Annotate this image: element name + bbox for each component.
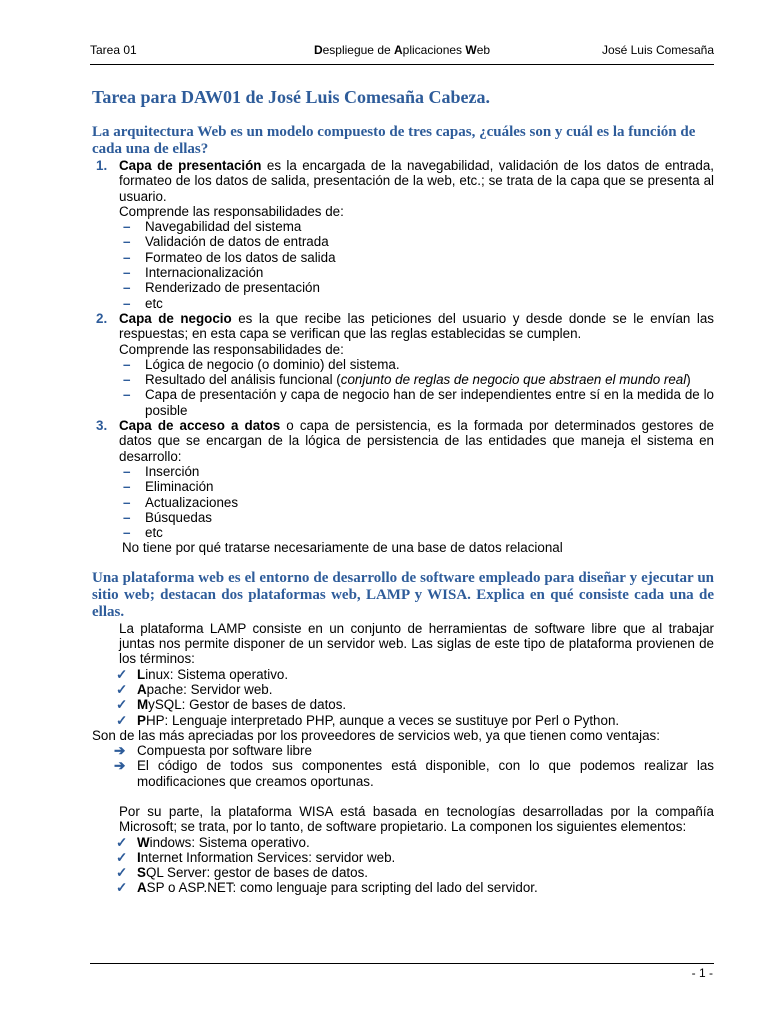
header-center-initial: W xyxy=(465,43,477,57)
acronym-letter: A xyxy=(137,681,147,697)
arrow-right-icon: ➔ xyxy=(114,758,126,774)
lamp-intro: La plataforma LAMP consiste en un conjunto de herramientas de software libre que al trabajar juntas nos permite disponer de un servidor web. Las siglas de este tipo de plataforma provienen de los términos: xyxy=(119,620,714,667)
advantage-item xyxy=(92,758,714,789)
acronym-letter: L xyxy=(137,666,146,682)
layer-description: es la encargada de la navegabilidad, validación de los datos de entrada, formateo de los datos de salida, presentación de la web, etc.; se trata de la capa que se presenta al usuario. xyxy=(119,158,714,204)
dash-marker: – xyxy=(123,509,131,525)
lamp-item-text: pache: Servidor web. xyxy=(146,681,273,697)
layer-item xyxy=(92,311,714,342)
layer-number: 3. xyxy=(96,418,108,434)
question-2-heading: Una plataforma web es el entorno de desarrollo de software empleado para diseñar y ejecutar un sitio web; destacan dos plataformas web, LAMP y WISA. Explica en qué consiste cada una de ellas. xyxy=(92,569,714,620)
document-title: Tarea para DAW01 de José Luis Comesaña Cabeza. xyxy=(92,87,491,107)
list-item-text: etc xyxy=(145,295,163,311)
acronym-letter: P xyxy=(137,712,146,728)
list-item-text: Eliminación xyxy=(145,479,214,495)
list-item-text: Búsquedas xyxy=(145,509,213,525)
dash-marker: – xyxy=(123,234,131,250)
list-item-text: Renderizado de presentación xyxy=(145,280,320,296)
layer-name: Capa de acceso a datos xyxy=(119,418,281,434)
lamp-item xyxy=(92,697,714,712)
wisa-item-text: indows: Sistema operativo. xyxy=(149,834,310,850)
header-center-initial: A xyxy=(394,43,403,57)
list-item-text: Validación de datos de entrada xyxy=(145,234,329,250)
list-item-text: Navegabilidad del sistema xyxy=(145,219,302,235)
list-item-text: Resultado del análisis funcional ( xyxy=(145,372,341,388)
lamp-item-text: ySQL: Gestor de bases de datos. xyxy=(148,697,347,713)
header-divider xyxy=(90,64,714,65)
advantage-text: El código de todos sus componentes está disponible, con lo que podemos realizar las modificaciones que creamos oportunas. xyxy=(137,758,714,789)
dash-marker: – xyxy=(123,295,131,311)
list-item-text: Actualizaciones xyxy=(145,494,239,510)
wisa-item xyxy=(92,835,714,850)
advantage-text: Compuesta por software libre xyxy=(137,743,312,759)
list-item xyxy=(92,479,714,494)
acronym-letter: A xyxy=(137,880,147,896)
header-center-text: espliegue de xyxy=(322,43,394,57)
layer-description: es la que recibe las peticiones del usuario y desde donde se le envían las respuestas; en esta capa se verifican que las reglas establecidas se cumplen. xyxy=(119,310,714,342)
layers-list xyxy=(92,158,714,556)
dash-marker: – xyxy=(123,356,131,372)
check-icon: ✓ xyxy=(116,681,128,697)
wisa-item-text: SP o ASP.NET: como lenguaje para scripting del lado del servidor. xyxy=(146,880,538,896)
list-item xyxy=(92,357,714,372)
header-left: Tarea 01 xyxy=(90,43,137,57)
page-header xyxy=(90,43,714,61)
list-item-text: Capa de presentación y capa de negocio han de ser independientes entre sí en la medida de lo posible xyxy=(145,387,714,418)
paragraph-gap xyxy=(92,789,714,804)
document-body xyxy=(92,86,714,896)
list-item-text: Inserción xyxy=(145,463,200,479)
check-icon: ✓ xyxy=(116,666,128,682)
header-center-text: plicaciones xyxy=(402,43,466,57)
list-item-italic-text: conjunto de reglas de negocio que abstraen el mundo real xyxy=(340,372,687,388)
list-item xyxy=(92,265,714,280)
list-item-text: Lógica de negocio (o dominio) del sistema. xyxy=(145,356,400,372)
check-icon: ✓ xyxy=(116,712,128,728)
dash-marker: – xyxy=(123,387,131,403)
acronym-letter: S xyxy=(137,865,146,881)
dash-marker: – xyxy=(123,525,131,541)
arrow-right-icon: ➔ xyxy=(114,743,126,759)
dash-marker: – xyxy=(123,219,131,235)
layer-number: 2. xyxy=(96,310,108,326)
layer-description: o capa de persistencia, es la formada por determinados gestores de datos que se encargan de la lógica de persistencia de las entidades que maneja el sistema en desarrollo: xyxy=(119,418,714,464)
list-item xyxy=(92,280,714,295)
list-item xyxy=(92,219,714,234)
lamp-item-text: inux: Sistema operativo. xyxy=(145,666,289,682)
layer-item xyxy=(92,418,714,464)
wisa-item-text: QL Server: gestor de bases de datos. xyxy=(145,865,369,881)
list-item-text: ) xyxy=(686,372,691,388)
lamp-item xyxy=(92,682,714,697)
wisa-item-text: nternet Information Services: servidor web. xyxy=(140,849,396,865)
lamp-item xyxy=(92,667,714,682)
list-item-text: etc xyxy=(145,525,163,541)
check-icon: ✓ xyxy=(116,849,128,865)
dash-marker: – xyxy=(123,494,131,510)
dash-marker: – xyxy=(123,372,131,388)
responsibilities-label: Comprende las responsabilidades de: xyxy=(119,203,344,219)
dash-marker: – xyxy=(123,280,131,296)
list-item-text: Internacionalización xyxy=(145,265,264,281)
acronym-letter: I xyxy=(137,849,141,865)
wisa-item xyxy=(92,880,714,895)
check-icon: ✓ xyxy=(116,834,128,850)
page-number: - 1 - xyxy=(691,966,713,980)
layer-name: Capa de presentación xyxy=(119,158,262,173)
header-right: José Luis Comesaña xyxy=(601,43,714,57)
wisa-item xyxy=(92,865,714,880)
list-item xyxy=(92,372,714,387)
list-item-text: Formateo de los datos de salida xyxy=(145,249,336,265)
layer-name: Capa de negocio xyxy=(119,310,232,326)
dash-marker: – xyxy=(123,463,131,479)
layer-note: No tiene por qué tratarse necesariamente de una base de datos relacional xyxy=(122,540,563,556)
dash-marker: – xyxy=(123,479,131,495)
list-item xyxy=(92,234,714,249)
lamp-item xyxy=(92,713,714,728)
list-item xyxy=(92,464,714,479)
dash-marker: – xyxy=(123,265,131,281)
advantage-item xyxy=(92,743,714,758)
layer-item xyxy=(92,158,714,204)
footer-divider xyxy=(90,963,714,964)
acronym-letter: M xyxy=(137,697,149,713)
platforms-section xyxy=(92,621,714,896)
lamp-item-text: HP: Lenguaje interpretado PHP, aunque a veces se sustituye por Perl o Python. xyxy=(145,712,620,728)
check-icon: ✓ xyxy=(116,880,128,896)
list-item xyxy=(92,525,714,540)
layer-number: 1. xyxy=(96,158,108,173)
list-item xyxy=(92,250,714,265)
wisa-intro: Por su parte, la plataforma WISA está basada en tecnologías desarrolladas por la compañía Microsoft; se trata, por lo tanto, de software propietario. La componen los siguientes elementos: xyxy=(119,803,714,835)
check-icon: ✓ xyxy=(116,865,128,881)
header-center-text: eb xyxy=(476,43,491,57)
advantages-intro: Son de las más apreciadas por los proveedores de servicios web, ya que tienen como ventajas: xyxy=(92,727,660,743)
dash-marker: – xyxy=(123,249,131,265)
acronym-letter: W xyxy=(137,834,150,850)
list-item xyxy=(92,296,714,311)
wisa-item xyxy=(92,850,714,865)
header-center-initial: D xyxy=(313,43,323,57)
list-item xyxy=(92,495,714,510)
responsibilities-label: Comprende las responsabilidades de: xyxy=(119,341,344,357)
list-item xyxy=(92,387,714,418)
check-icon: ✓ xyxy=(116,697,128,713)
list-item xyxy=(92,510,714,525)
question-1-heading: La arquitectura Web es un modelo compuesto de tres capas, ¿cuáles son y cuál es la función de cada una de ellas? xyxy=(92,124,696,157)
